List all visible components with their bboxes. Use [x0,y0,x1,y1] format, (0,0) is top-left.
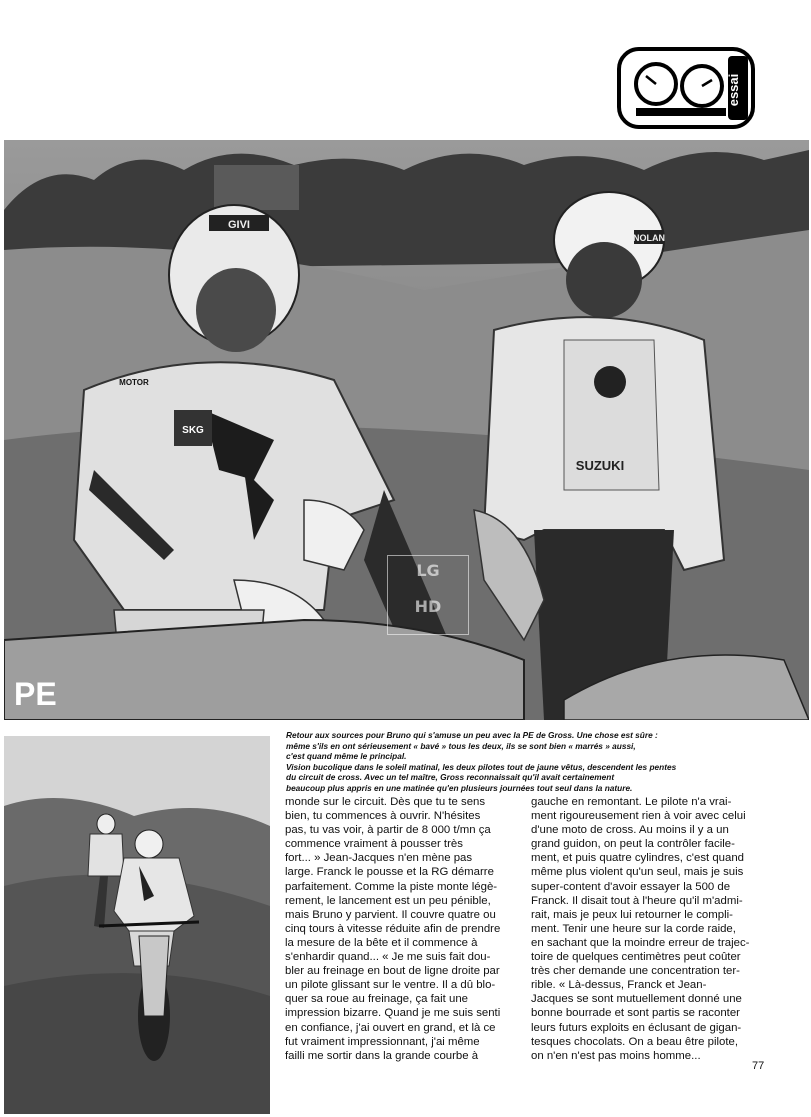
article-line: fort... » Jean-Jacques n'en mène pas [285,852,473,865]
photo-caption [286,730,786,793]
main-photo [4,140,809,720]
watermark-line2: HD [414,597,442,616]
article-column-2 [531,795,761,1063]
article-line: bonne bourrade et sont partis se raconter [531,1007,740,1020]
bike-text: PE [14,676,57,712]
article-line: quer sa roue au freinage, ça fait une [285,993,469,1006]
left-helmet-text: GIVI [227,219,251,231]
article-line: Franck. Il disait tout à l'heure qu'il m'admi- [531,894,743,907]
article-line: mais Bruno y parvient. Il couvre quatre ou [285,908,496,921]
article-line: tesques chocolats. On a beau être pilote, [531,1035,739,1048]
article-line: fut vraiment impressionnant, j'ai même [285,1035,480,1048]
article-line: grand guidon, on peut la contrôler facile- [531,838,735,851]
article-line: commence vraiment à pousser très [285,838,463,851]
page-number: 77 [752,1060,765,1072]
article-line: très cher demande une concentration ter- [531,965,740,978]
watermark-line1: LG [416,561,440,580]
caption-line: Retour aux sources pour Bruno qui s'amuse un peu avec la PE de Gross. Une chose est sûre : [286,730,658,740]
article-line: en sachant que la moindre erreur de trajec- [531,936,750,949]
article-column-1 [285,795,515,1063]
right-jersey-text: SUZUKI [575,458,625,473]
caption-line: du circuit de cross. Avec un tel maître, Gross reconnaissait qu'il avait certainement [286,772,615,782]
article-line: parfaitement. Comme la piste monte légè- [285,880,498,893]
caption-line: même s'ils en ont sérieusement « bavé » tous les deux, ils se sont bien « marrés » aussi, [286,740,636,751]
watermark [387,555,469,635]
article-line: impression bizarre. Quand je me suis senti [285,1007,501,1020]
article-line: rible. « Là-dessus, Franck et Jean- [531,979,707,992]
article-line: super-content d'avoir essayer la 500 de [531,880,731,893]
essai-logo [616,46,756,130]
article-line: ment rigoureusement rien à voir avec celui [531,810,746,823]
article-line: bien, tu commences à ouvrir. N'hésites [285,810,481,823]
article-line: large. Franck le pousse et la RG démarre [285,866,494,879]
article-line: la mesure de la bête et il commence à [285,936,478,949]
article-line: bler au freinage en bout de ligne droite par [285,965,500,978]
article-line: cinq tours à vitesse réduite afin de prendre [285,922,501,935]
jersey-badge: SKG [182,425,204,436]
article-line: leurs futurs exploits en éclusant de gigan- [531,1021,742,1034]
caption-line: c'est quand même le principal. [286,751,407,761]
caption-line: Vision bucolique dans le soleil matinal, les deux pilotes tout de jaune vêtus, descendent les pentes [286,761,677,772]
small-photo [4,736,270,1114]
article-line: même plus violent qu'un seul, mais je suis [531,866,744,879]
sleeve-text: MOTOR [119,378,149,387]
article-line: s'enhardir quand... « Je me suis fait dou- [285,951,491,964]
article-line: d'une moto de cross. Au moins il y a un [531,824,729,837]
article-line: on n'en n'est pas moins homme... [531,1049,701,1062]
article-line: ment, et puis quatre cylindres, c'est quand [531,852,745,865]
article-line: pas, tu vas voir, à partir de 8 000 t/mn ça [285,824,491,837]
article-line: gauche en remontant. Le pilote n'a vrai- [531,796,732,808]
article-line: en confiance, j'ai ouvert en grand, et là ce [285,1021,496,1034]
article-line: failli me sortir dans la grande courbe à [285,1049,479,1062]
logo-text: essai [726,73,741,107]
article-line: rement, le lancement est un peu pénible, [285,894,491,907]
article-line: toire de quelques centimètres peut coûter [531,951,741,964]
caption-line: beaucoup plus appris en une matinée qu'en plusieurs journées tout seul dans la nature. [286,782,633,793]
article-line: Jacques se sont mutuellement donné une [531,993,742,1006]
article-line: ment. Tenir une heure sur la corde raide, [531,922,736,935]
article-line: rait, mais je peux lui retourner le compli- [531,908,733,921]
right-helmet-text: NOLAN [633,233,665,243]
article-line: monde sur le circuit. Dès que tu te sens [285,796,486,808]
article-line: un pilote glissant sur le ventre. Il a dû blo- [285,979,496,992]
